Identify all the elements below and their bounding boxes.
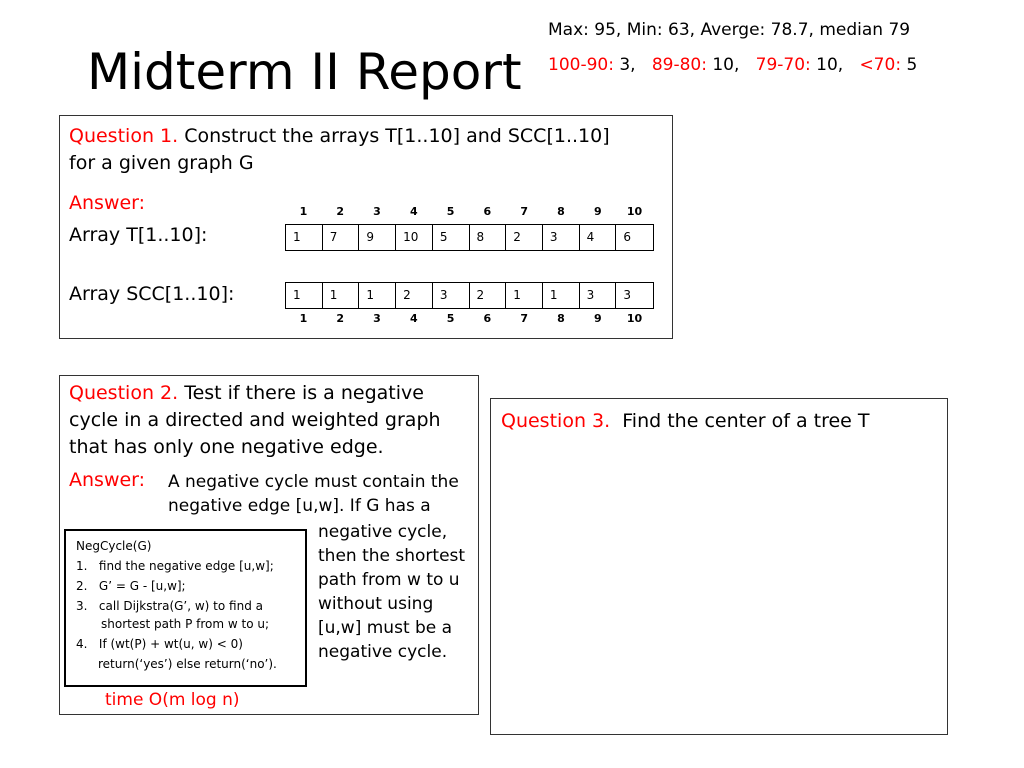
index-cell: 2 xyxy=(336,205,345,218)
index-cell: 5 xyxy=(446,205,455,218)
algorithm-step-continuation: return(‘yes’) else return(‘no’). xyxy=(98,657,277,671)
step-text: find the negative edge [u,w]; xyxy=(98,559,274,573)
algorithm-step-continuation: shortest path P from w to u; xyxy=(101,617,270,631)
question-text: for a given graph G xyxy=(69,152,254,174)
array-t-table xyxy=(285,224,654,251)
index-cell: 4 xyxy=(409,205,418,218)
index-cell: 5 xyxy=(446,312,455,325)
question-3-prompt xyxy=(501,408,870,435)
negcycle-algorithm-box xyxy=(64,529,307,687)
step-text: If (wt(P) + wt(u, w) < 0) xyxy=(98,637,243,651)
algorithm-name: NegCycle(G) xyxy=(76,539,152,553)
array-index-row-top xyxy=(285,204,653,220)
array-cell: 1 xyxy=(543,283,580,308)
question-label: Question 2. xyxy=(69,382,179,404)
array-cell: 1 xyxy=(286,225,323,250)
index-cell: 1 xyxy=(299,205,308,218)
index-cell: 10 xyxy=(626,205,643,218)
range-count: 3, xyxy=(619,55,636,75)
question-2-prompt xyxy=(69,380,441,461)
array-cell: 10 xyxy=(396,225,433,250)
step-number: 3. xyxy=(76,599,88,613)
array-cell: 2 xyxy=(396,283,433,308)
algorithm-step xyxy=(76,597,263,617)
answer-label: Answer: xyxy=(69,192,146,214)
answer-line: A negative cycle must contain the xyxy=(168,472,459,492)
answer-line: then the shortest xyxy=(318,546,466,566)
range-label: 89-80: xyxy=(651,55,707,75)
array-cell: 8 xyxy=(470,225,507,250)
question-text: Test if there is a negative xyxy=(184,382,424,404)
range-count: 10, xyxy=(712,55,740,75)
step-text: G’ = G - [u,w]; xyxy=(98,579,186,593)
step-number: 2. xyxy=(76,579,88,593)
range-count: 10, xyxy=(816,55,844,75)
array-cell: 3 xyxy=(580,283,617,308)
question-3-box xyxy=(490,398,948,735)
answer-label: Answer: xyxy=(69,469,146,491)
algorithm-step xyxy=(76,635,243,655)
array-cell: 5 xyxy=(433,225,470,250)
range-label: <70: xyxy=(859,55,902,75)
answer-line: negative edge [u,w]. If G has a xyxy=(168,496,431,516)
array-cell: 2 xyxy=(470,283,507,308)
array-cell: 3 xyxy=(543,225,580,250)
index-cell: 6 xyxy=(483,312,492,325)
array-cell: 3 xyxy=(623,288,631,302)
answer-text-top xyxy=(168,470,459,518)
index-cell: 7 xyxy=(520,312,528,325)
array-scc-table xyxy=(285,282,654,309)
array-cell: 2 xyxy=(506,225,543,250)
array-index-row-bottom xyxy=(285,311,653,327)
score-summary: Max: 95, Min: 63, Averge: 78.7, median 79 xyxy=(548,20,911,40)
range-label: 100-90: xyxy=(548,55,614,75)
array-cell: 9 xyxy=(359,225,396,250)
index-cell: 6 xyxy=(483,205,492,218)
page-title: Midterm II Report xyxy=(87,43,522,101)
step-text: call Dijkstra(G’, w) to find a xyxy=(98,599,263,613)
question-label: Question 3. xyxy=(501,410,611,432)
answer-line: negative cycle. xyxy=(318,642,448,662)
answer-text-side xyxy=(318,520,465,664)
array-cell: 1 xyxy=(359,283,396,308)
array-cell: 1 xyxy=(286,283,323,308)
index-cell: 9 xyxy=(593,312,602,325)
range-count: 5 xyxy=(906,55,918,75)
array-scc-label: Array SCC[1..10]: xyxy=(69,283,235,305)
question-text: that has only one negative edge. xyxy=(69,436,384,458)
index-cell: 8 xyxy=(557,205,565,218)
index-cell: 4 xyxy=(409,312,418,325)
index-cell: 8 xyxy=(557,312,565,325)
answer-line: path from w to u xyxy=(318,570,460,590)
index-cell: 9 xyxy=(593,205,602,218)
array-cell: 3 xyxy=(433,283,470,308)
question-text: Construct the arrays T[1..10] and SCC[1..10] xyxy=(184,125,610,147)
step-number: 1. xyxy=(76,559,88,573)
index-cell: 3 xyxy=(373,205,381,218)
algorithm-step xyxy=(76,577,186,597)
index-cell: 10 xyxy=(626,312,643,325)
score-distribution xyxy=(548,55,917,75)
array-cell: 1 xyxy=(323,283,360,308)
index-cell: 7 xyxy=(520,205,528,218)
question-text: Find the center of a tree T xyxy=(622,410,870,432)
algorithm-step xyxy=(76,557,274,577)
answer-line: negative cycle, xyxy=(318,522,448,542)
index-cell: 2 xyxy=(336,312,345,325)
array-cell: 7 xyxy=(323,225,360,250)
index-cell: 1 xyxy=(299,312,308,325)
question-1-prompt xyxy=(69,123,610,177)
question-text: cycle in a directed and weighted graph xyxy=(69,409,441,431)
index-cell: 3 xyxy=(373,312,381,325)
array-cell: 1 xyxy=(506,283,543,308)
array-t-label: Array T[1..10]: xyxy=(69,224,208,246)
array-cell: 6 xyxy=(623,230,631,244)
answer-line: [u,w] must be a xyxy=(318,618,453,638)
time-complexity: time O(m log n) xyxy=(105,690,240,710)
range-label: 79-70: xyxy=(755,55,811,75)
array-cell: 4 xyxy=(580,225,617,250)
step-number: 4. xyxy=(76,637,88,651)
question-label: Question 1. xyxy=(69,125,179,147)
answer-line: without using xyxy=(318,594,434,614)
